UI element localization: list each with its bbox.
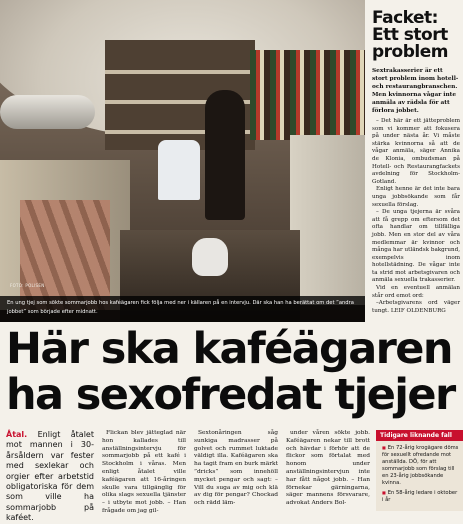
- article-body: [6, 430, 370, 523]
- photo-caption: En ung tjej som sökte sommarjobb hos kaféägaren fick följa med ner i källaren på en intervju. Där ska han ha berättat om det ”andra jobbet” som började efter midnatt.: [0, 296, 365, 322]
- main-headline: Här ska kaféägaren ha sexofredat tjejer: [6, 324, 455, 420]
- fact-box-title: Tidigare liknande fall: [376, 430, 463, 441]
- photo-credit: FOTO: POLISEN: [10, 283, 45, 288]
- fact-box: [376, 430, 463, 511]
- sidebar-paragraph: – De unga tjejerna är svåra att få grepp om eftersom det ofta handlar om tillfälliga jobb. Men en stor del av våra medlemmar är kvinnor och många har utländsk bakgrund, exempelvis inom hotellstädning. De vågar inte ta strid mot arbetsgivaren och anmäla sexuella trakasserier.: [372, 209, 460, 284]
- fact-list: [376, 441, 463, 504]
- sidebar-article: [368, 0, 463, 330]
- sidebar-paragraph: –Arbetsgivarens ord väger tungt. LEIF OLDENBURG: [372, 300, 460, 314]
- sidebar-body: [372, 118, 460, 315]
- sidebar-paragraph: – Det här är ett jätteproblem som vi kommer att fokusera på under nästa år. Vi måste stärka kvinnorna så att de vågar anmäla, säger Annika de Klonia, ombudsman på Hotell- och Restaurangfackets avdelning för Stockholm-Gotland.: [372, 118, 460, 185]
- sidebar-paragraph: Vid en eventuell anmälan står ord emot ord:: [372, 285, 460, 299]
- fact-item: ■ En 72-årig krogägare döms för sexuellt ofredande mot anställda. DÖ, för att sommarjobb som förslag till en 23-årig jobbsökande kvinna.: [382, 444, 459, 487]
- sidebar-title: Facket: Ett stort problem: [372, 8, 448, 62]
- article-ingress: [6, 430, 94, 524]
- sidebar-paragraph: Enligt henne är det inte bara unga jobbsökande som får sexuella förslag.: [372, 186, 460, 208]
- cafe-basement-photo: [0, 0, 365, 322]
- article-column-1: Flickan blev jätteglad när hon kallades till anställningsintervju för sommarjobb på ett kafé i Stockholm i våras. Men enligt åtalet ville kaféägaren att 16-åringen skulle vara tillgänglig för olika slags sexuella tjänster – i utbyte mot jobb. – Han frågade om jag gil-: [102, 430, 186, 514]
- sidebar-lead: Sextrakasserier är ett stort problem inom hotell- och restaurangbranschen. Men kvinnorna vågar inte anmäla av rädsla för att förlora jobbet.: [372, 68, 459, 114]
- article-column-3: under våren sökte jobb. Kaféägaren nekar till brott och hävdar i förhör att de flickor som förtalat med honom under anställningsintervjun inte har fått något jobb. – Han förnekar gärningarna, säger mannens försvarare, advokat Anders Bol-: [286, 430, 370, 507]
- article-column-2: Sextonåringen såg sunkiga madrasser på golvet och rummet luktade väldigt illa. Kaféägaren ska ha tagit fram en burk märkt ”dricks” som innehöll mycket pengar och sagt: – Vill du suga av mig och klä av dig för pengar? Chockad och rädd läm-: [194, 430, 278, 507]
- fact-item: ■ En 58-årig ledare i oktober i år: [382, 489, 459, 504]
- article-tag: Åtal.: [6, 430, 28, 439]
- ingress-text: Enligt åtalet mot mannen i 30-årsåldern var fester med sexlekar och orgier efter arbetstid obligatoriska för dem som ville ha sommarjobb på kaféet.: [6, 430, 94, 523]
